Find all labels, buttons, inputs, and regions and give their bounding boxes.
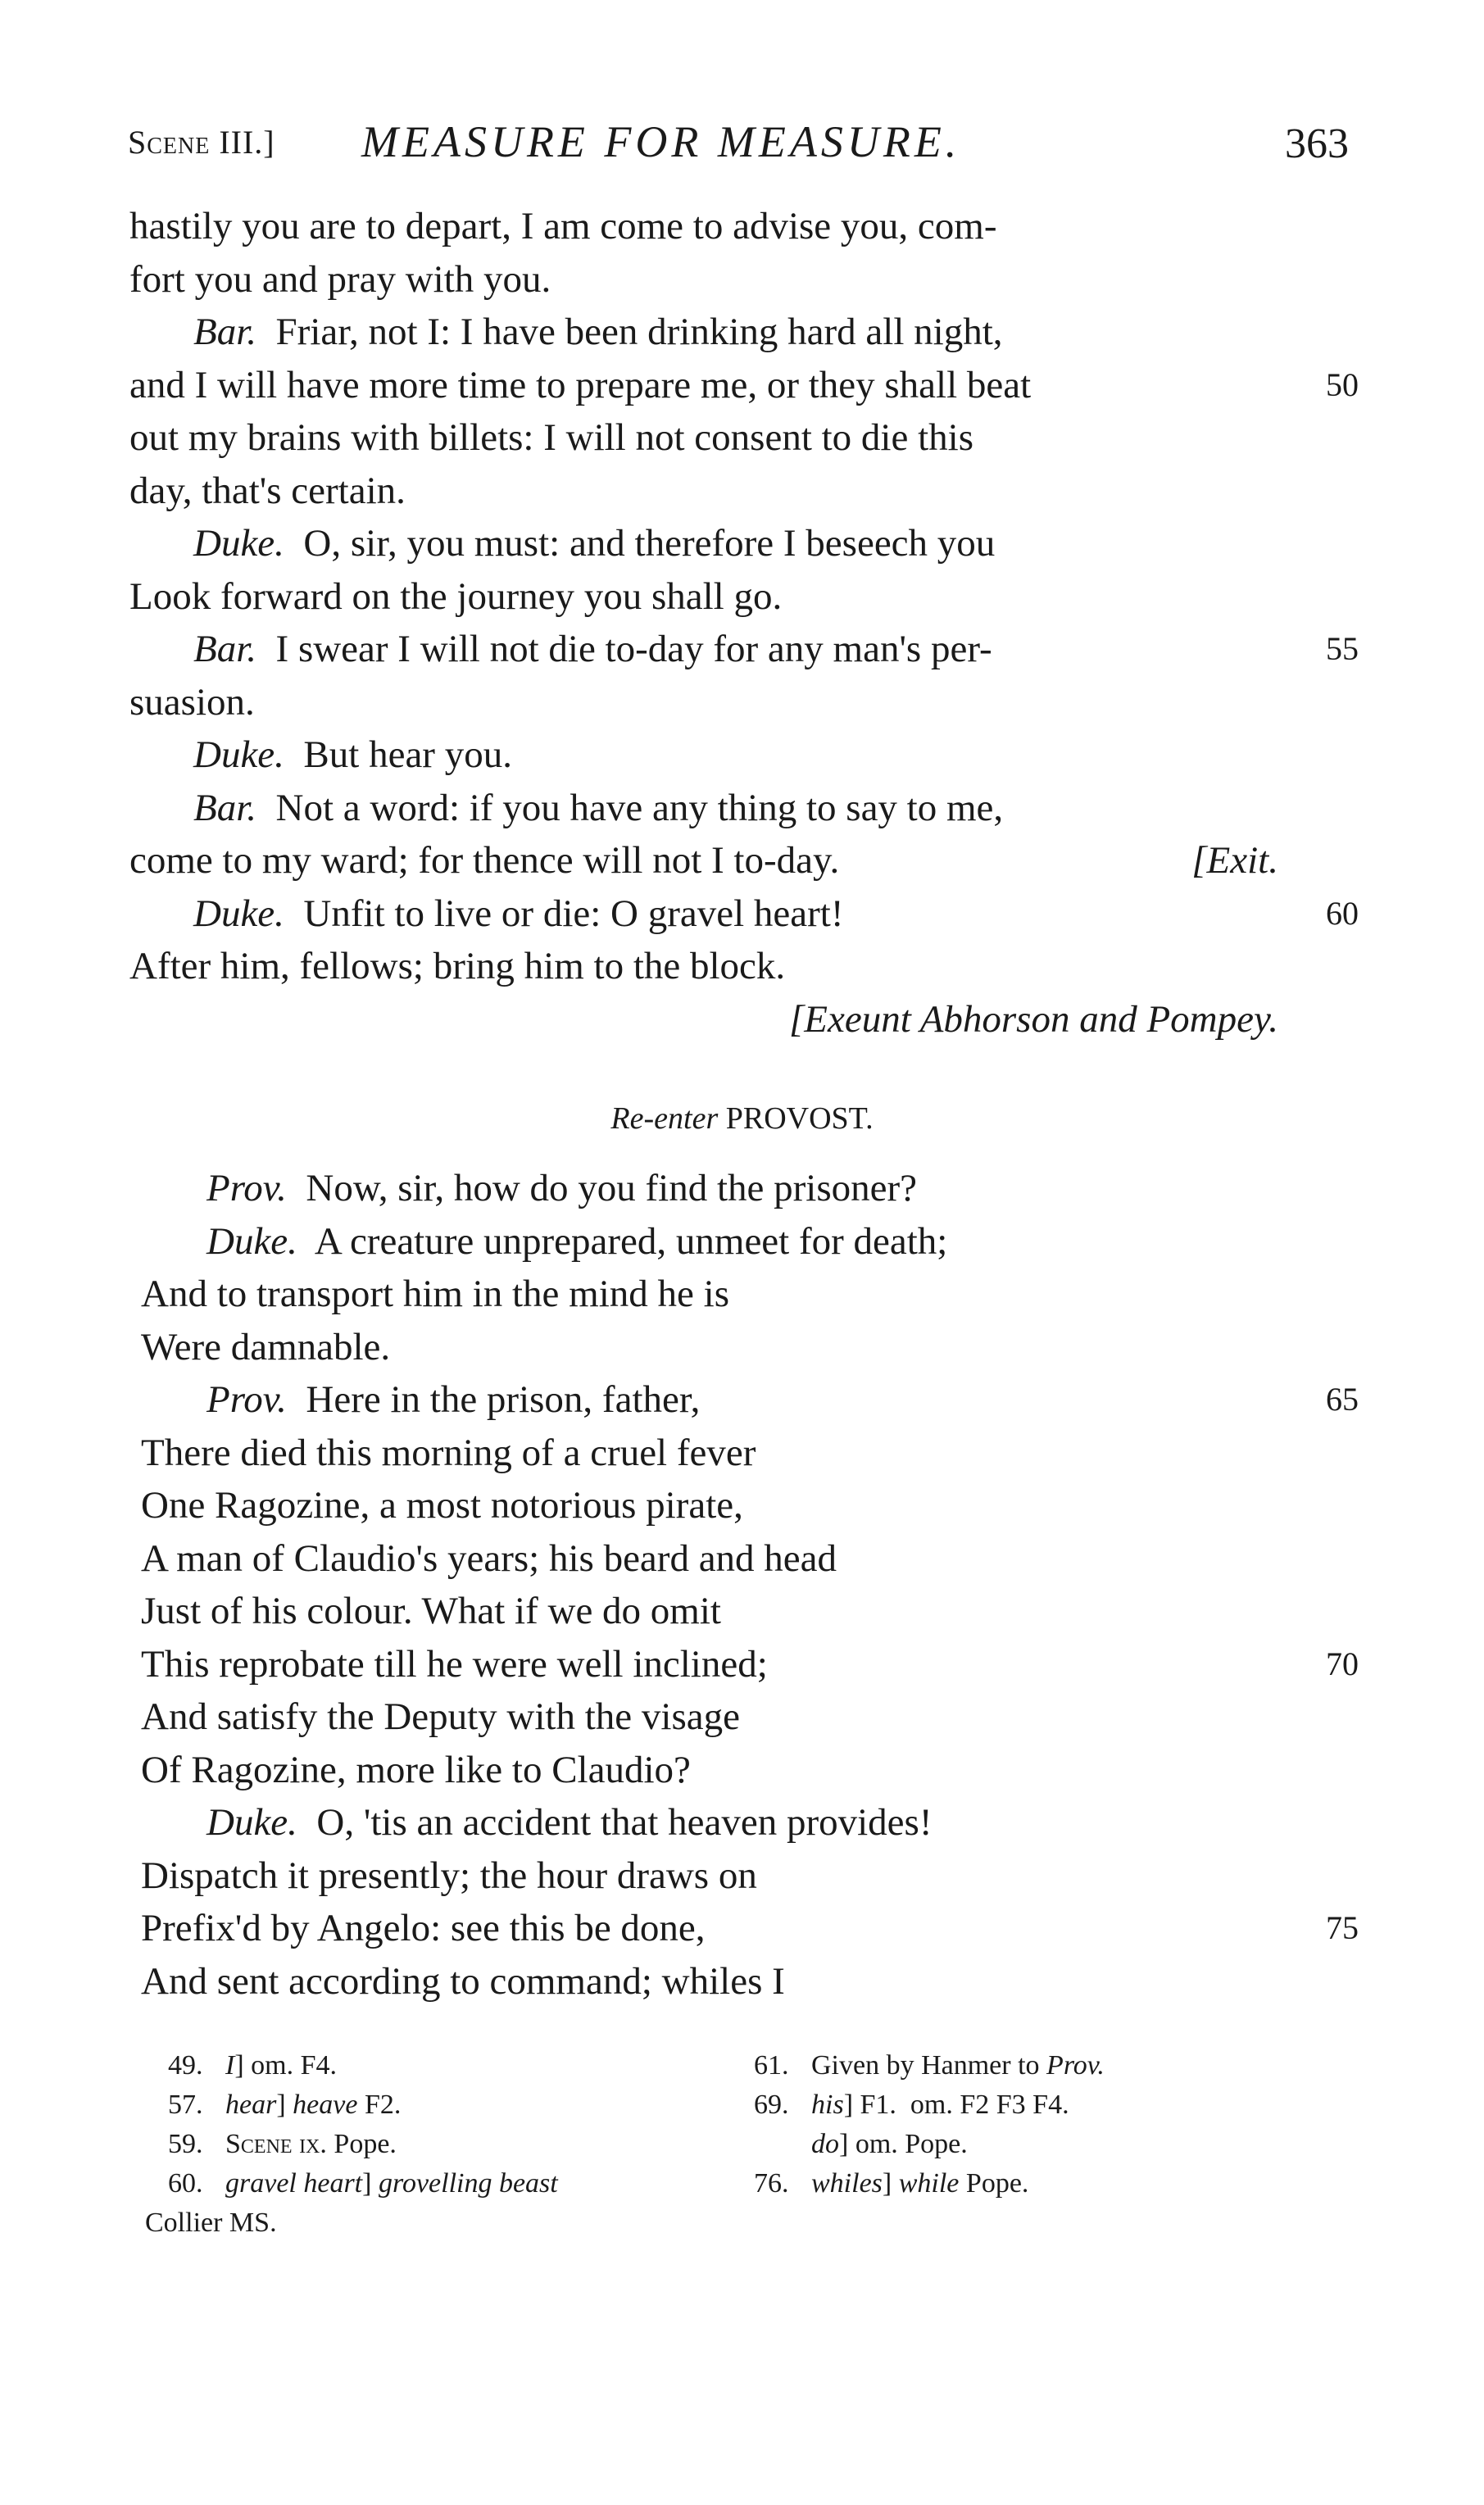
line-text: Were damnable. [141, 1325, 391, 1368]
speaker-name: Bar. [193, 786, 257, 829]
line-text: After him, fellows; bring him to the block. [129, 945, 786, 987]
text-line [193, 889, 844, 938]
text-line [129, 255, 551, 304]
line-text: and I will have more time to prepare me, or they shall beat [129, 363, 1032, 406]
text-line [141, 1692, 740, 1741]
text-line [129, 678, 255, 727]
line-text: Of Ragozine, more like to Claudio? [141, 1748, 691, 1791]
footnote-number: 76. [754, 2168, 789, 2199]
header-title: MEASURE FOR MEASURE. [361, 117, 961, 166]
speaker-name: Duke. [193, 522, 284, 565]
footnote-text: Prov. [1046, 2050, 1105, 2081]
text-line [206, 1375, 700, 1424]
footnote [168, 2126, 397, 2163]
stage-direction: [Exeunt Abhorson and Pompey. [788, 997, 1278, 1041]
footnote-text: ] [882, 2168, 899, 2199]
line-text: Prefix'd by Angelo: see this be done, [141, 1907, 706, 1949]
footnote-number: 60. [168, 2168, 203, 2199]
footnote [754, 2086, 1069, 2124]
footnote-number: 69. [754, 2090, 789, 2120]
footnote-text: Pope. [959, 2168, 1029, 2199]
text-line [206, 1217, 947, 1266]
speaker-name: Duke. [206, 1801, 297, 1844]
text-line [129, 413, 973, 462]
line-number: 65 [1326, 1381, 1359, 1418]
line-text: suasion. [129, 680, 255, 724]
text-line [129, 942, 785, 991]
line-text: Dispatch it presently; the hour draws on [141, 1854, 757, 1897]
text-line [141, 1640, 768, 1689]
footnote [168, 2086, 401, 2124]
speaker-name: Bar. [193, 311, 257, 353]
footnote [754, 2126, 968, 2163]
footnote-text: whiles [811, 2168, 883, 2199]
line-number: 60 [1326, 894, 1359, 932]
line-number: 75 [1326, 1909, 1359, 1946]
line-text: day, that's certain. [129, 469, 406, 512]
footnote-text: Given by Hanmer to [811, 2050, 1047, 2081]
footnote-text: Pope. [326, 2129, 397, 2159]
footnote-text: F2. [357, 2090, 402, 2120]
text-line [141, 1269, 729, 1318]
footnote-text: hear [225, 2090, 277, 2120]
line-text: Now, sir, how do you find the prisoner? [306, 1167, 918, 1209]
line-text: Just of his colour. What if we do omit [141, 1590, 721, 1632]
text-line [129, 572, 782, 621]
speaker-name: Duke. [206, 1219, 297, 1263]
footnote-number: 61. [754, 2050, 789, 2081]
line-number: 70 [1326, 1645, 1359, 1682]
line-text: And to transport him in the mind he is [141, 1273, 729, 1315]
text-line [129, 361, 1031, 410]
stage-direction-reenter [0, 1098, 1484, 1139]
footnote-text: ] om. F4. [234, 2050, 338, 2081]
line-text: out my brains with billets: I will not consent to die this [129, 416, 974, 459]
text-line [193, 730, 512, 779]
line-text: A man of Claudio's years; his beard and head [141, 1536, 837, 1580]
text-line [193, 783, 1003, 833]
text-line [193, 519, 995, 568]
line-text: This reprobate till he were well inclined; [141, 1642, 768, 1686]
line-text: Look forward on the journey you shall go. [129, 574, 783, 618]
text-line [141, 1428, 756, 1477]
footnote-text: ] [362, 2168, 379, 2199]
line-text: There died this morning of a cruel fever [141, 1431, 756, 1474]
text-line [129, 202, 997, 251]
text-line [206, 1164, 917, 1213]
footnote-number: 57. [168, 2090, 203, 2120]
footnote-text: Collier MS. [145, 2208, 277, 2238]
footnote-text: ] F1. om. F2 F3 F4. [843, 2090, 1069, 2120]
footnote [168, 2047, 337, 2085]
text-line [141, 1745, 691, 1795]
line-text: O, sir, you must: and therefore I beseech you [303, 522, 996, 565]
text-line [141, 1534, 837, 1583]
footnote-text: Scene ix. [225, 2129, 327, 2159]
line-text: come to my ward; for thence will not I to-day. [129, 839, 840, 882]
line-text: Not a word: if you have any thing to say to me, [275, 786, 1004, 829]
footnote [168, 2165, 558, 2203]
line-text: Friar, not I: I have been drinking hard all night, [275, 311, 1003, 353]
speaker-name: Bar. [193, 628, 257, 670]
text-line [141, 1323, 390, 1372]
text-line [193, 307, 1003, 356]
footnote [754, 2047, 1105, 2085]
footnote-text: his [811, 2090, 844, 2120]
footnote-text: do [811, 2129, 839, 2159]
line-text: But hear you. [303, 733, 512, 776]
line-text: A creature unprepared, unmeet for death; [314, 1219, 948, 1263]
footnote-text: I [225, 2050, 235, 2081]
reenter-character: PROVOST. [725, 1101, 874, 1136]
text-line [129, 836, 839, 885]
footnote-text: gravel heart [225, 2168, 363, 2199]
reenter-label: Re-enter [610, 1101, 719, 1136]
text-line [141, 1851, 757, 1900]
line-text: hastily you are to depart, I am come to advise you, com- [129, 205, 997, 247]
text-line [206, 1798, 932, 1847]
text-line [193, 624, 992, 674]
text-line [141, 1904, 706, 1953]
footnote [145, 2204, 277, 2242]
footnote-number: 59. [168, 2129, 203, 2159]
line-text: Here in the prison, father, [306, 1378, 701, 1421]
text-line [129, 466, 406, 515]
footnote-text: grovelling beast [378, 2168, 558, 2199]
speaker-name: Prov. [206, 1167, 287, 1209]
line-text: fort you and pray with you. [129, 257, 551, 301]
line-text: Unfit to live or die: O gravel heart! [303, 892, 844, 935]
footnote-text: ] om. Pope. [839, 2129, 968, 2159]
speaker-name: Duke. [193, 892, 284, 935]
text-line [141, 1481, 743, 1530]
line-number: 50 [1326, 365, 1359, 403]
line-text: And sent according to command; whiles I [141, 1959, 785, 2003]
page-number: 363 [1285, 120, 1349, 167]
text-line [141, 1586, 721, 1636]
line-text: O, 'tis an accident that heaven provides! [316, 1801, 933, 1844]
line-text: I swear I will not die to-day for any man's per- [275, 628, 992, 670]
header-scene: Scene III.] [128, 124, 275, 161]
footnote-text: heave [293, 2090, 358, 2120]
footnote-number: 49. [168, 2050, 203, 2081]
footnote-text: while [898, 2168, 960, 2199]
stage-direction: [Exit. [1191, 839, 1278, 882]
line-text: One Ragozine, a most notorious pirate, [141, 1484, 743, 1527]
speaker-name: Prov. [206, 1378, 287, 1421]
running-header [128, 116, 1349, 182]
line-number: 55 [1326, 630, 1359, 667]
footnote-text: ] [276, 2090, 293, 2120]
line-text: And satisfy the Deputy with the visage [141, 1695, 740, 1738]
text-line [141, 1957, 785, 2006]
speaker-name: Duke. [193, 733, 284, 776]
footnote [754, 2165, 1028, 2203]
